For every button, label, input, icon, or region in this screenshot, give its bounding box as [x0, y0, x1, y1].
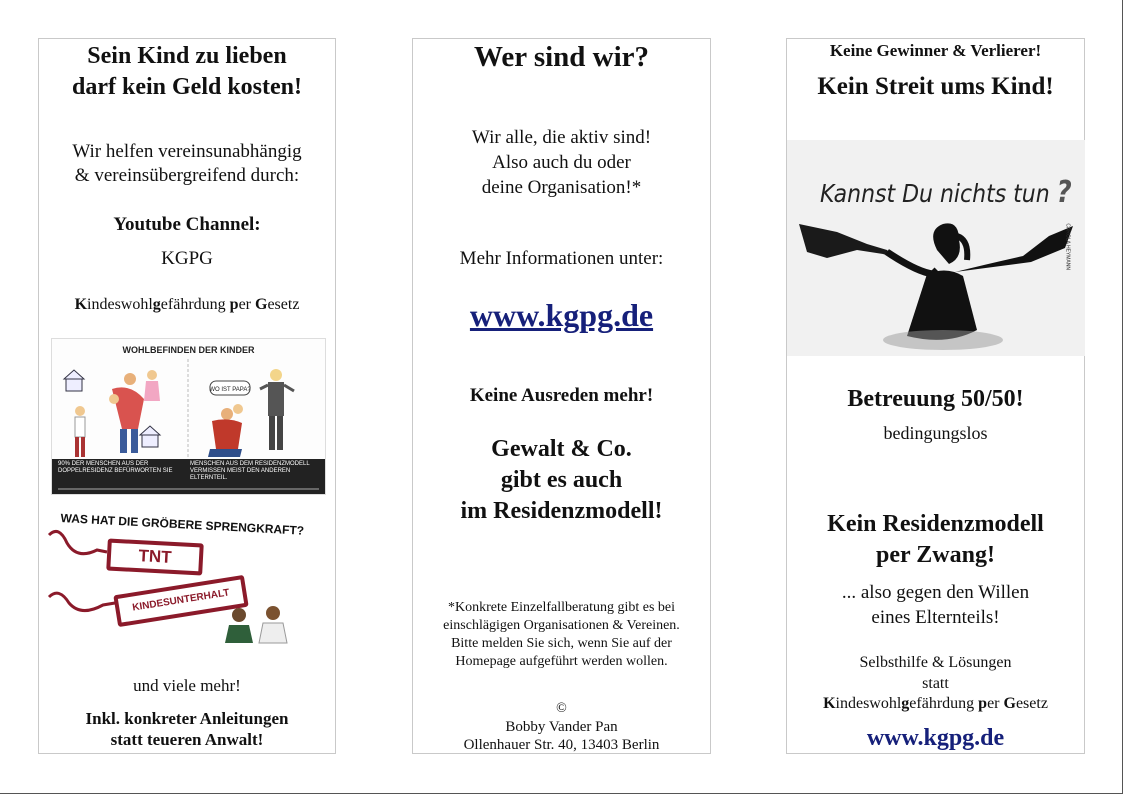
unconditional: bedingungslos	[883, 423, 988, 443]
kgpg-initial: G	[1003, 695, 1016, 712]
kgpg-initial: p	[229, 296, 239, 313]
no-dispute: Kein Streit ums Kind!	[817, 73, 1054, 100]
care-5050: Betreuung 50/50!	[847, 386, 1024, 412]
author: Bobby Vander Pan	[505, 719, 618, 735]
footnote-line: einschlägigen Organisationen & Vereinen.	[443, 618, 680, 633]
panel1-closing	[39, 708, 335, 750]
no-excuses: Keine Ausreden mehr!	[469, 385, 654, 406]
fuse-lines	[47, 505, 327, 655]
kgpg-part: efährdung	[909, 695, 979, 712]
kgpg-expansion	[39, 296, 335, 314]
closing-line: Inkl. konkreter Anleitungen	[85, 709, 289, 728]
artist-signature: CAROLA HEYMANN	[1065, 223, 1071, 270]
website-link[interactable]	[413, 297, 710, 334]
residence-line: Kein Residenzmodell	[827, 511, 1044, 537]
kgpg-initial: g	[152, 296, 161, 313]
intro-line: deine Organisation!*	[481, 177, 642, 198]
no-winners: Keine Gewinner & Verlierer!	[829, 41, 1042, 60]
against-will	[787, 580, 1084, 630]
kgpg-expansion	[787, 695, 1084, 713]
no-residence-model	[787, 509, 1084, 571]
kindesunterhalt-label: KINDESUNTERHALT	[113, 575, 248, 627]
against-line: ... also gegen den Willen	[841, 582, 1030, 603]
panel-left	[38, 38, 336, 754]
panel-middle	[412, 38, 711, 754]
panel1-headline	[39, 41, 335, 103]
video-thumbnail[interactable]	[51, 338, 326, 495]
intro-line: & vereinsübergreifend durch:	[74, 165, 300, 186]
illustration-text: Kannst Du nichts tun	[820, 180, 1050, 210]
tnt-label: TNT	[106, 539, 204, 576]
intro-line: Wir helfen vereinsunabhängig	[72, 141, 302, 162]
kgpg-part: indeswohl	[835, 695, 902, 712]
girl-silhouette	[787, 140, 1085, 356]
headline-line: darf kein Geld kosten!	[71, 74, 302, 100]
closing-line: statt teueren Anwalt!	[110, 730, 264, 749]
violence-line: im Residenzmodell!	[460, 498, 663, 524]
kgpg-initial: K	[74, 296, 88, 313]
intro-line: Wir alle, die aktiv sind!	[471, 127, 652, 148]
video-title: WOHLBEFINDEN DER KINDER	[122, 345, 255, 355]
panel2-intro	[413, 125, 710, 200]
footnote-line: Homepage aufgeführt werden wollen.	[455, 654, 668, 669]
kgpg-part: indeswohl	[87, 296, 153, 313]
child-illustration	[787, 140, 1085, 356]
residence-line: per Zwang!	[876, 542, 995, 568]
kgpg-initial: p	[978, 695, 988, 712]
kgpg-initial: G	[255, 296, 268, 313]
cartoon-question: WAS HAT DIE GRÖBERE SPRENGKRAFT?	[60, 511, 305, 538]
panel-right	[786, 38, 1085, 754]
violence-line: gibt es auch	[500, 467, 623, 493]
selfhelp-line: Selbsthilfe & Lösungen	[859, 654, 1012, 671]
kgpg-initial: K	[823, 695, 836, 712]
website-url[interactable]: www.kgpg.de	[469, 297, 654, 333]
address: Ollenhauer Str. 40, 13403 Berlin	[463, 737, 660, 753]
intro-line: Also auch du oder	[492, 152, 631, 173]
copyright-symbol: ©	[556, 701, 567, 716]
violence-line: Gewalt & Co.	[491, 436, 632, 462]
selfhelp	[787, 652, 1084, 694]
against-line: eines Elternteils!	[871, 607, 1000, 628]
youtube-label: Youtube Channel:	[113, 214, 261, 235]
speech-bubble: WO IST PAPA?	[209, 387, 251, 393]
headline-line: Sein Kind zu lieben	[87, 43, 287, 69]
website-url[interactable]: www.kgpg.de	[866, 725, 1005, 751]
cartoon-illustration	[47, 505, 327, 655]
footnote-line: *Konkrete Einzelfallberatung gibt es bei	[447, 600, 676, 615]
footnote-line: Bitte melden Sie sich, wenn Sie auf der	[451, 636, 672, 651]
selfhelp-line: statt	[922, 675, 949, 692]
and-more: und viele mehr!	[133, 676, 241, 695]
kgpg-part: esetz	[1015, 695, 1048, 712]
video-caption-left: 90% DER MENSCHEN AUS DER DOPPELRESIDENZ BEFÜRWORTEN SIE	[58, 461, 173, 474]
website-footer[interactable]	[787, 725, 1084, 752]
channel-name: KGPG	[161, 248, 213, 269]
video-caption-right: MENSCHEN AUS DEM RESIDENZMODELL VERMISSEN MEIST DEN ANDEREN ELTERNTEIL.	[190, 461, 310, 481]
panel1-intro	[39, 140, 335, 188]
video-progress-bar[interactable]	[58, 488, 319, 490]
kgpg-initial: g	[901, 695, 910, 712]
more-info-label: Mehr Informationen unter:	[459, 248, 664, 269]
kgpg-part: er	[238, 296, 255, 313]
footnote	[413, 599, 710, 671]
kgpg-part: esetz	[267, 296, 300, 313]
kgpg-part: er	[987, 695, 1004, 712]
violence-statement	[413, 434, 710, 527]
kgpg-part: efährdung	[160, 296, 230, 313]
question-mark-icon: ?	[1056, 175, 1072, 211]
who-are-we-heading: Wer sind wir?	[473, 41, 650, 73]
